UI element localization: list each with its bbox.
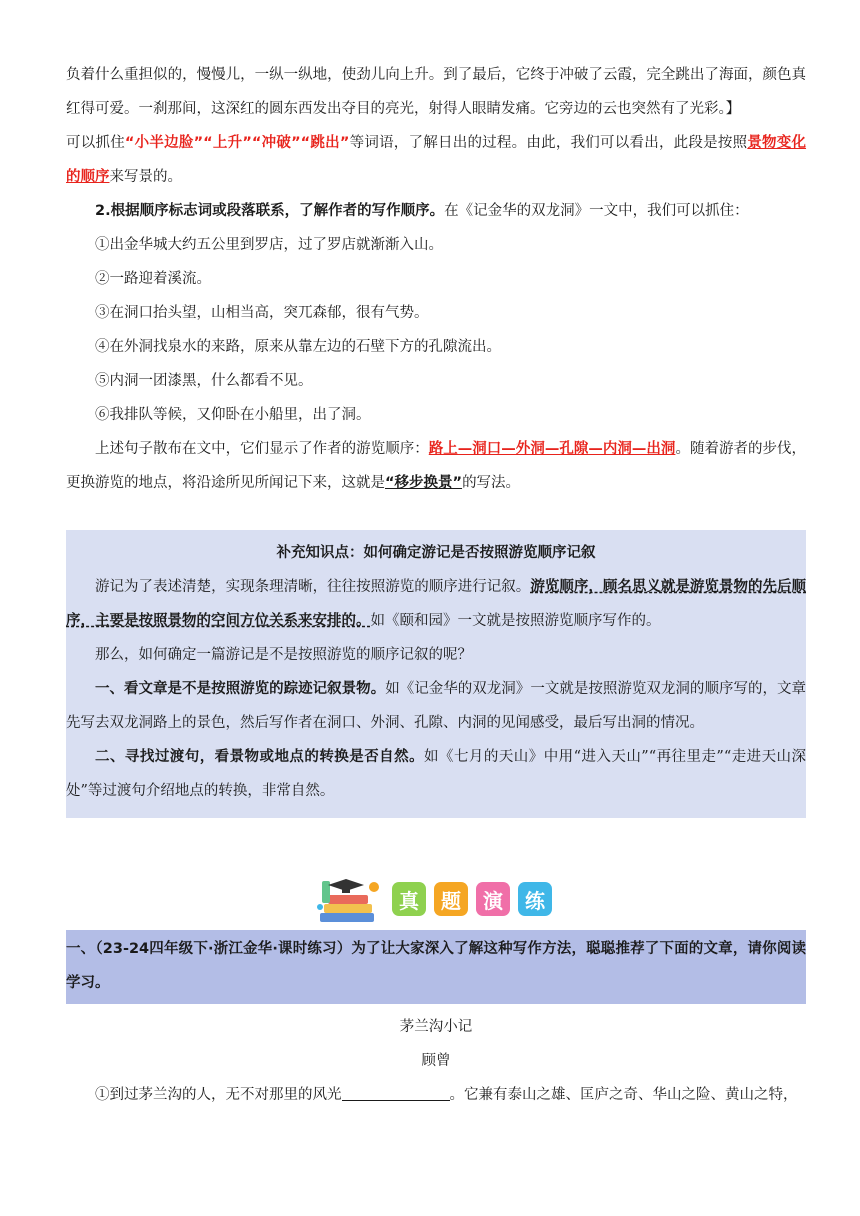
point-2 [66,194,806,228]
banner-tile: 练 [518,882,552,916]
sentence-6: ⑥我排队等候，又仰卧在小船里，出了洞。 [95,407,371,423]
text: 在《记金华的双龙洞》一文中，我们可以抓住： [444,203,749,219]
text: ①到过茅兰沟的人，无不对那里的风光 [95,1087,342,1103]
knowledge-p4 [66,740,806,808]
knowledge-box-title: 补充知识点：如何确定游记是否按照游览顺序记叙 [276,545,596,561]
text: 可以抓住 [66,135,125,151]
term-yibuhuanjing: “移步换景” [385,475,463,491]
keyword: “小半边脸” [124,135,204,151]
answer-blank[interactable] [342,1084,450,1101]
text: 。随着游者的步伐，更换游览的地点，将沿途所见所闻记下来，这就是 [66,441,807,491]
definition: 游览顺序，顾名思义就是游览景物的先后顺序，主要是按照景物的空间方位关系来安排的。 [66,579,806,629]
knowledge-p1 [66,570,806,638]
text: 的写法。 [462,475,521,491]
article-author: 顾曾 [421,1053,451,1069]
point-2-heading: 2.根据顺序标志词或段落联系，了解作者的写作顺序。 [95,203,445,219]
question-text: 一、（23-24四年级下·浙江金华·课时练习）为了让大家深入了解这种写作方法，聪聪推荐了下面的文章，请你阅读学习。 [66,941,806,991]
text: 来写景的。 [109,169,182,185]
knowledge-p2: 那么，如何确定一篇游记是不是按照游览的顺序记叙的呢？ [95,647,472,663]
sentence-1: ①出金华城大约五公里到罗店，过了罗店就渐渐入山。 [95,237,443,253]
banner-tile: 真 [392,882,426,916]
sentence-4: ④在外洞找泉水的来路，原来从靠左边的石壁下方的孔隙流出。 [95,339,501,355]
keyword-order: 景物变化的顺序 [66,135,807,185]
knowledge-p3 [66,672,806,740]
article-title: 茅兰沟小记 [399,1019,473,1035]
method-2: 二、寻找过渡句，看景物或地点的转换是否自然。 [95,749,425,765]
knowledge-box [66,530,806,818]
banner-tile: 题 [434,882,468,916]
sentence-2: ②一路迎着溪流。 [95,271,211,287]
keyword: “上升” [203,135,252,151]
intro-analysis [66,126,806,194]
text: 等词语，了解日出的过程。由此，我们可以看出，此段是按照 [349,135,748,151]
text: 上述句子散布在文中，它们显示了作者的游览顺序： [95,441,429,457]
method-1: 一、看文章是不是按照游览的踪迹记叙景物。 [95,681,386,697]
document-body [66,58,806,1112]
summary-paragraph [66,432,806,500]
banner-tile: 演 [476,882,510,916]
keyword: “跳出” [300,135,350,151]
text: 如《七月的天山》中用“进入天山”“再往里走”“走进天山深处”等过渡句介绍地点的转换，非常自然。 [66,749,807,799]
books-icon [316,873,382,925]
sentence-5: ⑤内洞一团漆黑，什么都看不见。 [95,373,313,389]
text: 游记为了表述清楚，实现条理清晰，往往按照游览的顺序进行记叙。 [95,579,531,595]
text: 如《记金华的双龙洞》一文就是按照游览双龙洞的顺序写的，文章先写去双龙洞路上的景色，然后写作者在洞口、外洞、孔隙、内洞的见闻感受，最后写出洞的情况。 [66,681,807,731]
keyword: “冲破” [251,135,301,151]
text: 。它兼有泰山之雄、匡庐之奇、华山之险、黄山之特， [449,1087,798,1103]
question-bar [66,930,806,1004]
article-p1 [66,1078,806,1112]
intro-quote-end: 负着什么重担似的，慢慢儿，一纵一纵地，使劲儿向上升。到了最后，它终于冲破了云霞，完全跳出了海面，颜色真红得可爱。一刹那间，这深红的圆东西发出夺目的亮光，射得人眼睛发痛。它旁边的云也突然有了光彩。】 [66,67,806,117]
section-banner [66,872,806,926]
sentence-3: ③在洞口抬头望，山相当高，突兀森郁，很有气势。 [95,305,429,321]
tour-route: 路上—洞口—外洞—孔隙—内洞—出洞 [428,441,676,457]
text: 如《颐和园》一文就是按照游览顺序写作的。 [370,613,661,629]
